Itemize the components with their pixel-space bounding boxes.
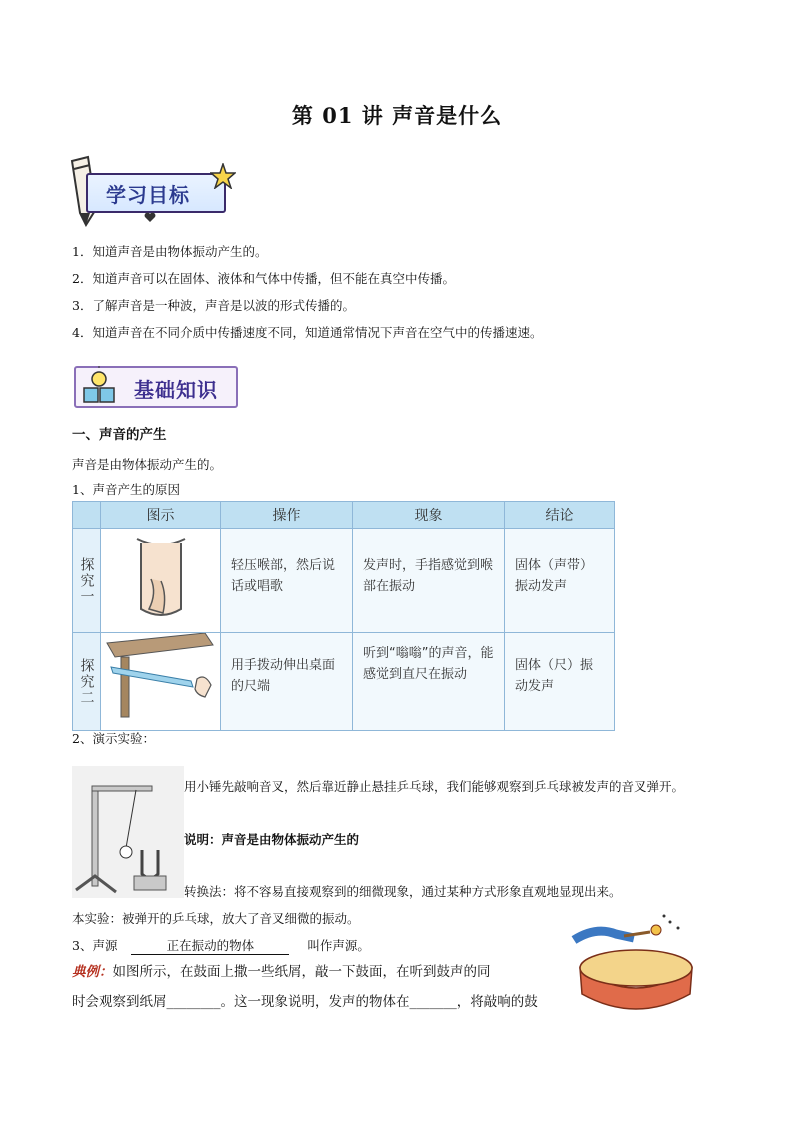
- sound-source-prefix: 3、声源: [72, 938, 118, 953]
- table-row: [73, 529, 615, 633]
- example-line: [72, 964, 491, 980]
- demo-explanation: 说明：声音是由物体振动产生的: [184, 832, 360, 847]
- sound-source-line: [72, 938, 370, 955]
- row-label: 探究一: [73, 529, 101, 633]
- operation-cell: 用手拨动伸出桌面的尺端: [221, 633, 353, 731]
- example-line: 时会观察到纸屑________。这一现象说明，发声的物体在_______，将敲响的鼓: [72, 994, 538, 1010]
- table-row: [73, 633, 615, 731]
- objective-item: 3．了解声音是一种波，声音是以波的形式传播的。: [72, 298, 355, 313]
- book-lightbulb-icon: [78, 366, 122, 408]
- demo-description: 用小锤先敲响音叉，然后靠近静止悬挂乒乓球，我们能够观察到乒乓球被发声的音叉弹开。: [184, 779, 685, 794]
- example-label: 典例：: [72, 964, 113, 980]
- objectives-banner-text: 学习目标: [106, 183, 190, 207]
- operation-cell: 轻压喉部，然后说话或唱歌: [221, 529, 353, 633]
- objectives-banner: [66, 155, 236, 227]
- sound-source-suffix: 叫作声源。: [307, 938, 370, 953]
- conclusion-cell: 固体（尺）振动发声: [505, 633, 615, 731]
- table-header-row: [73, 502, 615, 529]
- phenomenon-cell: 听到“嗡嗡”的声音，能感觉到直尺在振动: [353, 633, 505, 731]
- basics-banner: [72, 360, 244, 414]
- objective-item: 4．知道声音在不同介质中传播速度不同，知道通常情况下声音在空气中的传播速速。: [72, 325, 543, 340]
- sound-cause-table: [72, 501, 615, 731]
- example-text: 如图所示，在鼓面上撒一些纸屑，敲一下鼓面，在听到鼓声的同: [112, 964, 491, 980]
- row-label: 探究二: [73, 633, 101, 731]
- experiment-note: 本实验：被弹开的乒乓球，放大了音叉细微的振动。: [72, 911, 360, 926]
- page-title: 第 01 讲 声音是什么: [291, 103, 503, 128]
- conclusion-cell: 固体（声带）振动发声: [505, 529, 615, 633]
- star-icon: [210, 163, 236, 189]
- basics-banner-text: 基础知识: [134, 378, 218, 402]
- sound-source-blank: 正在振动的物体: [131, 938, 289, 955]
- phenomenon-cell: 发声时，手指感觉到喉部在振动: [353, 529, 505, 633]
- tuning-fork-apparatus-illustration: [72, 766, 184, 898]
- subheading-cause: 1、声音产生的原因: [72, 482, 180, 497]
- drum-illustration: [566, 908, 706, 1010]
- ruler-illustration: [101, 633, 221, 731]
- table-header: 图示: [101, 502, 221, 529]
- table-header: 现象: [353, 502, 505, 529]
- conversion-method: 转换法：将不容易直接观察到的细微现象，通过某种方式形象直观地显现出来。: [184, 884, 622, 899]
- table-header: 结论: [505, 502, 615, 529]
- section-intro: 声音是由物体振动产生的。: [72, 457, 223, 472]
- throat-illustration: [101, 529, 221, 633]
- table-corner: [73, 502, 101, 529]
- subheading-demo: 2、演示实验：: [72, 731, 155, 746]
- objective-item: 2．知道声音可以在固体、液体和气体中传播，但不能在真空中传播。: [72, 271, 455, 286]
- objective-item: 1．知道声音是由物体振动产生的。: [72, 244, 268, 259]
- heart-icon: [144, 211, 156, 223]
- section-heading: 一、声音的产生: [72, 427, 167, 443]
- table-header: 操作: [221, 502, 353, 529]
